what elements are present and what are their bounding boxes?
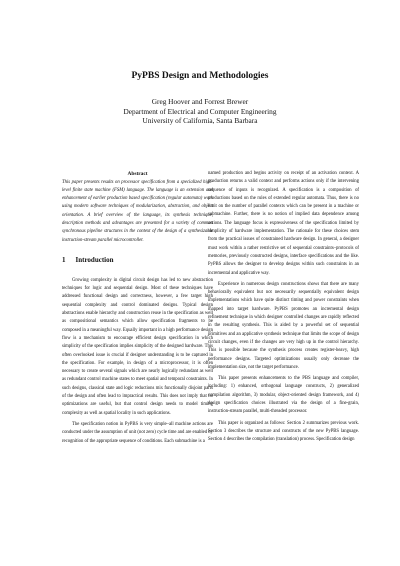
intro-paragraph-1: Growing complexity in digital circuit design has led to new abstraction techniques for logic and sequential design. Most of these techniques have addressed functional design and correctness, however, a few target high sequential complexity and control dominated designs. Typical design abstractions enable hierarchy and construction reuse in the specification as well as compositional semantics which allow specification fragments to be composed in a meaningful way. Equally important in a high performance design flow is a mechanism to encourage efficient design specification in which simplicity of the specification implies simplicity of the designed hardware. This often overlooked issue is crucial if designer understanding is to be captured in the specification. For example, in design of a microprocessor, it is often necessary to create several signals which are nearly logically redundant as well as redundant control machine states to meet spatial and temporal constraints. In such designs, classical state and logic reductions mix functionally disjoint parts of the design and often lead to impractical results. This does not imply that no optimizations are useful, but that control design needs to model timing complexity as well as spatial locality in such applications. (62, 277, 213, 416)
abstract-heading: Abstract (127, 171, 148, 177)
right-column (208, 170, 359, 448)
section-heading (62, 255, 213, 265)
author-department: Department of Electrical and Computer Engineering (123, 106, 277, 116)
author-block (0, 97, 400, 126)
section-number: 1 (62, 255, 66, 264)
intro-paragraph-2: The specification notion in PyPBS is very simple–all machine actions are conducted under the assumption of unit (not zero) cycle time and are enabled by recognition of the appropriate sequence of conditions. Each submachine is a (62, 421, 213, 444)
author-university: University of California, Santa Barbara (142, 116, 258, 126)
right-paragraph-4: This paper is organized as follows: Section 2 summarizes previous work. Section 3 describes the structure and constructs of the new PyPBS language. Section 4 describes the compilation (translation) process. Specification design (208, 420, 359, 443)
section-title: Introduction (75, 255, 114, 264)
left-column (62, 170, 213, 449)
author-names: Greg Hoover and Forrest Brewer (151, 97, 249, 106)
right-paragraph-3: This paper presents enhancements to the PBS language and compiler, including: 1) enhanced, orthogonal language constructs, 2) generalized compilation algorithm, 3) modular, object-oriented design framework, and 4) design specification choices illustrated via the design of a fine-grain, instruction-stream parallel, multi-threaded processor. (208, 376, 359, 415)
right-paragraph-2: Experience in numerous design constructions shows that there are many behaviorally equivalent but not necessarily sequentially equivalent design implementations which have quite distinct timing and power constraints when mapped into target hardware. PyPBS promotes an incremental design refinement technique in which designer controlled changes are rapidly reflected in the resulting synthesis. This is aided by a powerful set of sequential primitives and an applicative synthesis technique that limits the scope of design circuit changes, even if the changes are very high up in the control hierarchy. This is possible because the synthesis process creates register-heavy, high performance designs. Targeted optimizations usually only decrease the implementation size, not the target performance. (208, 281, 359, 370)
abstract-text: This paper presents results on processor specification from a specialized high-level finite state machine (FSM) language. The language is an extension and enhancement of earlier production based specification (regular automata) work using modern software techniques of modularization, abstraction, and object orientation. A brief overview of the language, its synthesis technique, description methods and advantages are presented for a variety of common synchronous pipeline structures in the context of the design of a synthesizable instruction-stream parallel microcontroller. (62, 179, 213, 243)
paper-title: PyPBS Design and Methodologies (131, 71, 269, 81)
right-paragraph-1: named production and begins activity on receipt of an activation context. A production returns a valid context and performs actions only if the intervening sequence of inputs is recognized. A specification is a composition of productions based on the rules of extended regular automata. Thus, there is no limit on the number of parallel contexts which can be present in a machine or submachine. Further, there is no notion of implied data dependence among actions. The language focus is expressiveness of the specification limited by simplicity of hardware implementation. The rationale for these choices stem from the practical issues of constrained hardware design. In general, a designer must work within a rather restrictive set of sequential constraints–protocols of memories, previously constructed designs, interface specifications and the like. PyPBS allows the designer to develop designs within such constraints in an incremental and applicative way. (208, 171, 359, 276)
